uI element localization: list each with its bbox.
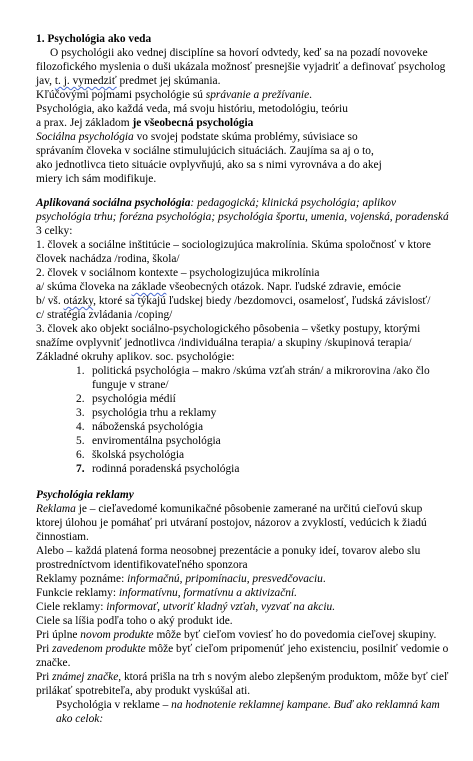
list-item: školská psychológia [92,449,185,461]
paragraph-line: Ciele sa líšia podľa toho o aký produkt ide. [36,615,233,627]
paragraph-line: c/ stratégia zvládania /coping/ [36,309,173,321]
paragraph-line: Pri známej značke, ktorá prišla na trh s novým alebo zlepšeným produktom, môže byť cieľ [36,671,449,683]
list-number: 7. [76,463,85,475]
paragraph-line: Aplikovaná sociálna psychológia: pedagogická; klinická psychológia; aplikov [36,197,397,209]
section-title: Psychológia reklamy [36,489,134,501]
paragraph-line: a/ skúma človeka na základe všeobecných otázok. Napr. ľudské zdravie, emócie [36,281,401,293]
section-heading: 1. Psychológia ako veda [36,33,152,45]
paragraph-line: psychológia trhu; forézna psychológia; psychológia športu, umenia, vojenská, poradenská [36,211,449,223]
list-number: 5. [76,435,85,447]
paragraph-line: Kľúčovými pojmami psychológie sú správanie a prežívanie. [36,89,312,101]
paragraph-line: O psychológii ako vednej disciplíne sa hovorí odvtedy, keď sa na pozadí novoveke [50,47,428,59]
paragraph-line: miery ich sám modifikuje. [36,173,157,185]
paragraph-line: Reklama je – cieľavedomé komunikačné pôsobenie zamerané na určitú cieľovú skup [36,503,423,515]
spellcheck-word: otázky [63,295,94,307]
paragraph-line: ako jednotlivca tieto situácie ovplyvňujú, ako sa s nimi vyrovnáva a do akej [36,159,382,171]
paragraph-line: Sociálna psychológia vo svojej podstate skúma problémy, súvisiace so [36,131,358,143]
paragraph-line: Základné okruhy aplikov. soc. psychológie: [36,351,235,363]
list-item: psychológia trhu a reklamy [92,407,217,419]
list-item: funguje v strane/ [92,379,169,391]
paragraph-line: Ciele reklamy: informovať, utvoriť kladný vzťah, vyzvať na akciu. [36,601,336,613]
paragraph-line: človek nachádza /rodina, škola/ [36,253,180,265]
paragraph-line: jav, t. j. vymedziť predmet jej skúmania. [36,75,221,87]
list-item: rodinná poradenská psychológia [92,463,240,475]
paragraph-line: Alebo – každá platená forma neosobnej prezentácie a ponuky ideí, tovarov alebo slu [36,545,421,557]
list-item: politická psychológia – makro /skúma vzťah strán/ a mikrorovina /ako člo [92,365,430,377]
paragraph-line: správaním človeka v sociálne stimulujúcich situáciách. Zaujíma sa aj o to, [36,145,374,157]
paragraph-line: a prax. Jej základom je všeobecná psychológia [36,117,254,129]
paragraph-line: filozofického myslenia o duši ukázala možnosť presnejšie vyjadriť a definovať psycholog [36,61,446,73]
list-item: psychológia médií [92,393,176,405]
paragraph-line: Psychológia, ako každá veda, má svoju históriu, metodológiu, teóriu [36,103,348,115]
list-number: 4. [76,421,85,433]
paragraph-line: Pri úplne novom produkte môže byť cieľom voviesť ho do povedomia cieľovej skupiny. [36,629,437,641]
paragraph-line: Funkcie reklamy: informatívnu, formatívnu a aktivizační. [36,587,298,599]
paragraph-line: činnostiam. [36,531,89,543]
list-number: 3. [76,407,85,419]
paragraph-line: 1. človek a sociálne inštitúcie – sociologizujúca makrolínia. Skúma spoločnosť v ktore [36,239,431,251]
spellcheck-word: základe [131,281,167,293]
paragraph-line: snažíme ovplyvniť jednotlivca /individuálna terapia/ a skupiny /skupinová terapia/ [36,337,412,349]
paragraph-line: 3. človek ako objekt sociálno-psychologického pôsobenia – všetky postupy, ktorými [36,323,421,335]
paragraph-line: 2. človek v sociálnom kontexte – psychologizujúca mikrolínia [36,267,320,279]
paragraph-line: Psychológia v reklame – na hodnotenie reklamnej kampane. Buď ako reklamná kam [56,699,440,711]
list-number: 2. [76,393,85,405]
paragraph-line: 3 celky: [36,225,73,237]
paragraph-line: prostredníctvom identifikovateľného sponzora [36,559,248,571]
paragraph-line: Pri zavedenom produkte môže byť cieľom pripomenúť jeho existenciu, posilniť vedomie o [36,643,449,655]
paragraph-line: značke. [36,657,71,669]
list-item: náboženská psychológia [92,421,204,433]
list-number: 6. [76,449,85,461]
paragraph-line: b/ vš. otázky, ktoré sa týkajú ľudskej biedy /bezdomovci, osamelosť, ľudská závislosť/ [36,295,431,307]
paragraph-line: prilákať spotrebiteľa, aby produkt vyskúšal ati. [36,685,251,697]
list-item: enviromentálna psychológia [92,435,221,447]
paragraph-line: ktorej úlohou je pomáhať pri utváraní postojov, názorov a zvyklostí, vedúcich k žiadú [36,517,427,529]
list-number: 1. [76,365,85,377]
spellcheck-word: t. j. vymedziť [54,75,117,87]
paragraph-line: Reklamy poznáme: informačnú, pripomínaciu, presvedčovaciu. [36,573,326,585]
paragraph-line: ako celok: [56,713,104,725]
